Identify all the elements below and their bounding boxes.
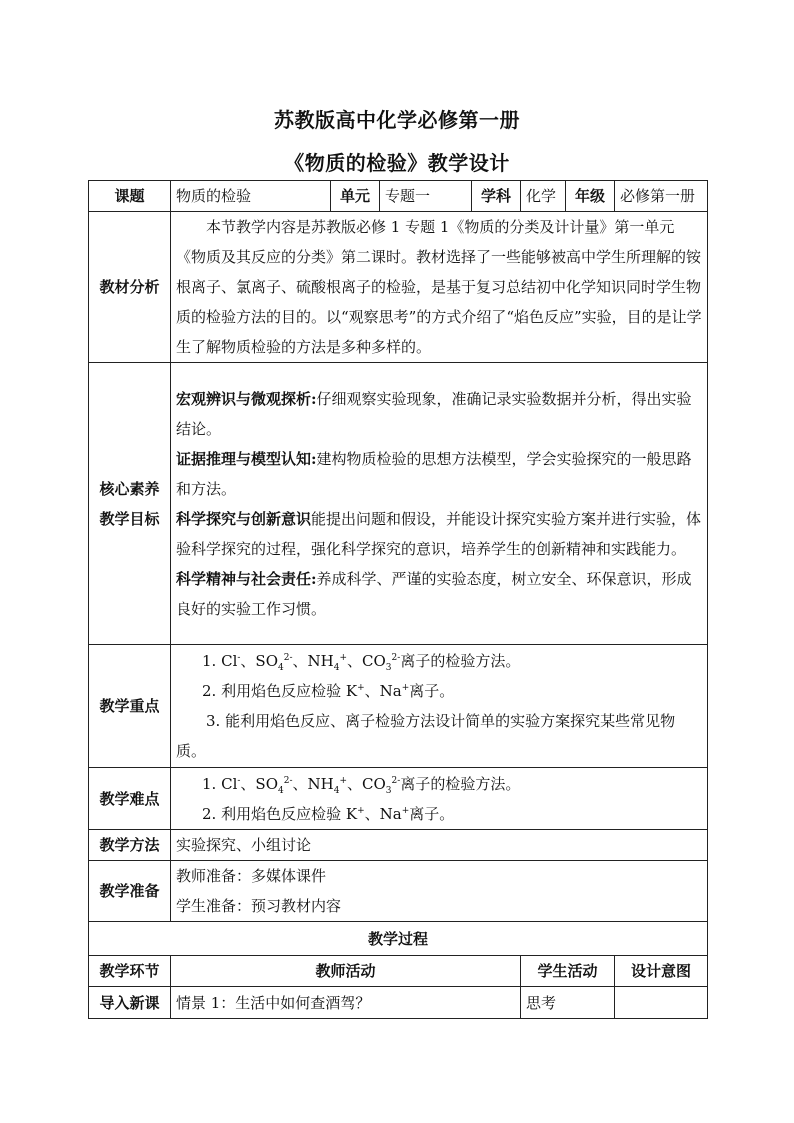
- process-teacher-activity: 情景 1：生活中如何查酒驾？: [171, 987, 521, 1019]
- goal-item: 宏观辨识与微观探析:仔细观察实验现象，准确记录实验数据并分析，得出实验结论。: [176, 389, 692, 438]
- label-core-goals-line1: 核心素养: [99, 479, 160, 498]
- label-core-goals-line2: 教学目标: [99, 509, 160, 528]
- prep-student: 学生准备：预习教材内容: [176, 897, 342, 915]
- key-points-row: [89, 645, 708, 768]
- prep-teacher: 教师准备：多媒体课件: [176, 867, 327, 885]
- process-header: 教学过程: [89, 922, 708, 956]
- process-columns-row: [89, 956, 708, 987]
- process-stage: 导入新课: [89, 987, 171, 1019]
- unit-value: 专题一: [380, 181, 472, 212]
- goal-item: 科学精神与社会责任:养成科学、严谨的实验态度，树立安全、环保意识，形成良好的实验工作习惯。: [176, 569, 692, 618]
- label-method: 教学方法: [89, 830, 171, 861]
- difficulty-2: 2. 利用焰色反应检验 K+、Na+离子。: [202, 804, 455, 823]
- col-stage: 教学环节: [89, 956, 171, 987]
- goal-item: 证据推理与模型认知:建构物质检验的思想方法模型，学会实验探究的一般思路和方法。: [176, 449, 692, 498]
- label-textbook-analysis: 教材分析: [89, 212, 171, 363]
- lesson-plan-table: [88, 180, 708, 1019]
- label-grade: 年级: [566, 181, 615, 212]
- textbook-row: [89, 212, 708, 363]
- goal-item: 科学探究与创新意识能提出问题和假设，并能设计探究实验方案并进行实验，体验科学探究的过程，强化科学探究的意识，培养学生的创新精神和实践能力。: [176, 509, 702, 558]
- course-value: 物质的检验: [171, 181, 331, 212]
- key-point-2: 2. 利用焰色反应检验 K+、Na+离子。: [202, 682, 455, 700]
- topic-row: [89, 181, 708, 212]
- process-student-activity: 思考: [521, 987, 615, 1019]
- col-design-intent: 设计意图: [615, 956, 708, 987]
- label-unit: 单元: [331, 181, 380, 212]
- label-course: 课题: [89, 181, 171, 212]
- document-subtitle: 《物质的检验》教学设计: [284, 151, 510, 175]
- label-prep: 教学准备: [89, 861, 171, 922]
- textbook-analysis-text: 本节教学内容是苏教版必修 1 专题 1《物质的分类及计计量》第一单元《物质及其反应的分类》第二课时。教材选择了一些能够被高中学生所理解的铵根离子、氯离子、硫酸根离子的检验，是基于复习总结初中化学知识同时学生物质的检验方法的目的。以“观察思考”的方式介绍了“焰色反应”实验，目的是让学生了解物质检验的方法是多种多样的。: [176, 218, 702, 356]
- process-design-intent: [615, 987, 708, 1019]
- difficulties-row: [89, 768, 708, 830]
- table-row: [89, 987, 708, 1019]
- prep-row: [89, 861, 708, 922]
- col-teacher-activity: 教师活动: [171, 956, 521, 987]
- label-difficulties: 教学难点: [89, 768, 171, 830]
- key-point-1: 1. Cl-、$SO_4^{2-}$、$NH_4^+$、$CO_3^{2-}$离子的检验方法。: [202, 652, 521, 673]
- difficulty-1: 1. Cl-、$SO_4^{2-}$、$NH_4^+$、$CO_3^{2-}$离子的检验方法。: [202, 774, 521, 796]
- process-header-row: [89, 922, 708, 956]
- method-text: 实验探究、小组讨论: [171, 830, 708, 861]
- label-key-points: 教学重点: [89, 645, 171, 768]
- label-subject: 学科: [472, 181, 521, 212]
- document-title: 苏教版高中化学必修第一册: [274, 108, 520, 132]
- col-student-activity: 学生活动: [521, 956, 615, 987]
- key-point-3: 3. 能利用焰色反应、离子检验方法设计简单的实验方案探究某些常见物质。: [176, 712, 676, 760]
- goals-row: [89, 363, 708, 645]
- label-core-goals: [89, 363, 171, 645]
- method-row: [89, 830, 708, 861]
- grade-value: 必修第一册: [615, 181, 708, 212]
- subject-value: 化学: [521, 181, 566, 212]
